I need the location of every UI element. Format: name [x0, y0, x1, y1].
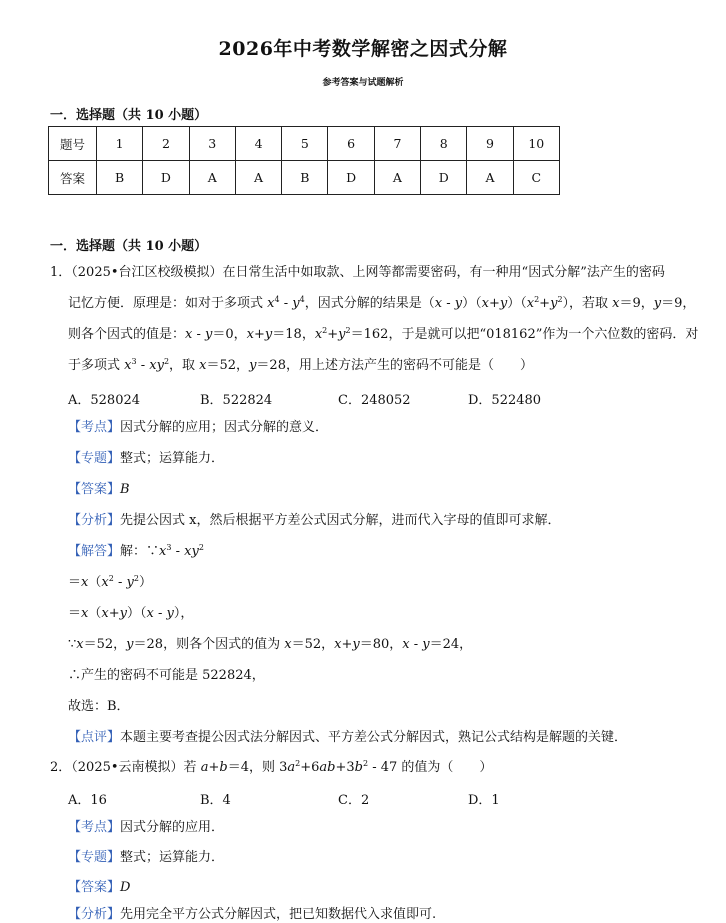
table-cell: 答案	[49, 161, 97, 195]
question-1-stem-line: 则各个因式的值是：x - y＝0，x+y＝18，$x^2+y^2=162$，于是就可以把“018162”作为一个六位数的密码．对	[68, 326, 699, 342]
dianping-line	[68, 730, 627, 746]
table-cell: 10	[513, 127, 559, 161]
answer-label: 【答案】	[68, 482, 121, 497]
option-b: B．4	[200, 793, 231, 808]
zhuanti-line	[68, 451, 224, 467]
solution-choose: 故选：B．	[68, 699, 130, 714]
jieda-line: 【解答】解：$\because x^3 - xy^2$	[68, 543, 204, 559]
option-d: D．522480	[468, 393, 542, 408]
table-cell: D	[328, 161, 374, 195]
option-a: A．528024	[68, 393, 141, 408]
jie-label: 解：	[120, 544, 147, 559]
dianping-label: 【点评】	[68, 730, 121, 745]
kaodian-label: 【考点】	[68, 420, 121, 435]
table-cell: A	[374, 161, 420, 195]
answer-line	[68, 880, 130, 896]
option-b: B．522824	[200, 393, 273, 408]
section-heading-2: 一．选择题（共 10 小题）	[50, 239, 208, 254]
solution-step: ∵x＝52，y＝28，则各个因式的值为 x＝52，x+y＝80，x - y＝24，	[68, 637, 473, 652]
zhuanti-line	[68, 850, 224, 866]
page-title: 2026年中考数学解密之因式分解	[218, 38, 508, 60]
table-cell: 1	[97, 127, 143, 161]
table-cell: 4	[235, 127, 281, 161]
dianping-text: 本题主要考查提公因式法分解因式、平方差公式分解因式，熟记公式结构是解题的关键．	[120, 730, 628, 745]
question-number: 1．	[50, 265, 72, 280]
solution-conclusion: ∴产生的密码不可能是 522824，	[68, 668, 265, 683]
kaodian-line	[68, 420, 328, 436]
question-number: 2．	[50, 760, 72, 775]
table-cell: A	[235, 161, 281, 195]
kaodian-line	[68, 820, 224, 836]
table-cell: D	[143, 161, 189, 195]
kaodian-label: 【考点】	[68, 820, 121, 835]
table-row	[49, 127, 560, 161]
table-cell: 8	[421, 127, 467, 161]
table-cell: 题号	[49, 127, 97, 161]
fenxi-text: 先用完全平方公式分解因式，把已知数据代入求值即可.	[120, 907, 437, 922]
zhuanti-text: 整式；运算能力．	[120, 451, 225, 466]
option-a: A．16	[68, 793, 107, 808]
fenxi-line-cut	[68, 907, 436, 923]
option-c: C．248052	[338, 393, 411, 408]
page-subtitle: 参考答案与试题解析	[322, 78, 404, 88]
table-cell: D	[421, 161, 467, 195]
table-cell: A	[467, 161, 513, 195]
fenxi-text: 先提公因式 x，然后根据平方差公式因式分解，进而代入字母的值即可求解．	[120, 513, 561, 528]
fenxi-line	[68, 513, 560, 529]
fenxi-label: 【分析】	[68, 513, 121, 528]
table-row	[49, 161, 560, 195]
table-cell: A	[189, 161, 235, 195]
table-cell: C	[513, 161, 559, 195]
question-source: （2025•台江区校级模拟）	[71, 265, 223, 280]
zhuanti-label: 【专题】	[68, 850, 121, 865]
table-cell: 3	[189, 127, 235, 161]
answer-label: 【答案】	[68, 880, 121, 895]
question-1-stem: 1．（2025•台江区校级模拟）在日常生活中如取款、上网等都需要密码，有一种用“因式分解”法产生的密码	[50, 265, 665, 280]
fenxi-label: 【分析】	[68, 907, 121, 922]
table-cell: 5	[282, 127, 328, 161]
answer-text: D	[120, 880, 131, 895]
answer-table	[48, 126, 560, 195]
question-source: （2025•云南模拟）	[71, 760, 184, 775]
question-2-stem: 2．（2025•云南模拟）若 a+b＝4，则 $3a^2+6ab+3b^2 - 47$ 的值为（ ）	[50, 759, 493, 775]
table-cell: B	[282, 161, 328, 195]
table-cell: 7	[374, 127, 420, 161]
table-cell: 6	[328, 127, 374, 161]
table-cell: 2	[143, 127, 189, 161]
table-cell: B	[97, 161, 143, 195]
question-1-stem-line: 记忆方便．原理是：如对于多项式 $x^4 - y^4$，因式分解的结果是$(x - y)(x+y)(x^2+y^2)$，若取 x＝9，y＝9，	[68, 295, 696, 311]
option-c: C．2	[338, 793, 370, 808]
table-cell: 9	[467, 127, 513, 161]
answer-text: B	[120, 482, 130, 497]
solution-step: $=x(x^2 - y^2)$	[68, 574, 152, 590]
kaodian-text: 因式分解的应用；因式分解的意义．	[120, 420, 329, 435]
kaodian-text: 因式分解的应用．	[120, 820, 225, 835]
zhuanti-text: 整式；运算能力．	[120, 850, 225, 865]
solution-step: ＝x（x+y）（x - y），	[68, 606, 194, 621]
jieda-label: 【解答】	[68, 544, 121, 559]
section-heading: 一．选择题（共 10 小题）	[50, 108, 208, 123]
option-d: D．1	[468, 793, 500, 808]
zhuanti-label: 【专题】	[68, 451, 121, 466]
answer-line	[68, 482, 130, 498]
question-1-stem-line: 于多项式 $x^3 - xy^2$，取 x＝52，y＝28，用上述方法产生的密码不可能是（ ）	[68, 357, 533, 373]
